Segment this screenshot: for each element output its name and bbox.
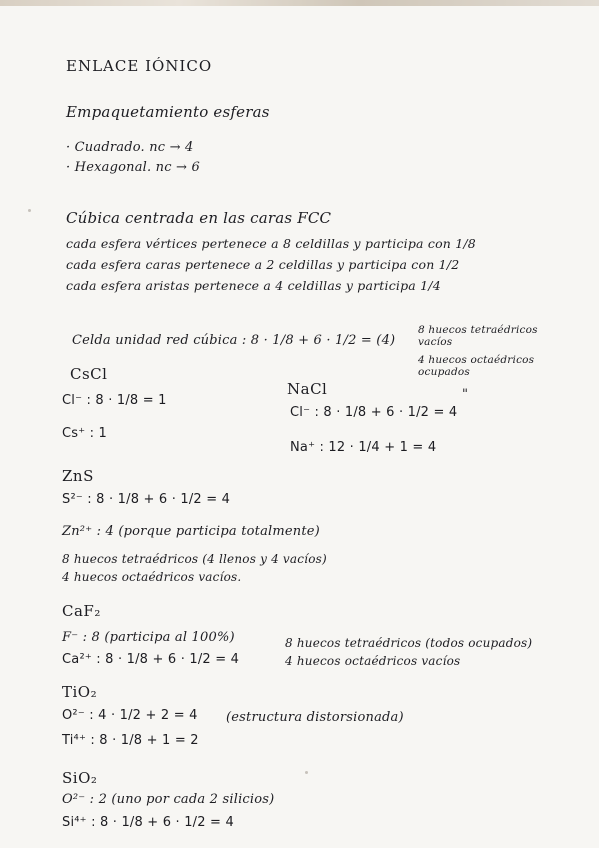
nacl-heading: NaCl (287, 380, 328, 398)
cscl-heading: CsCl (70, 365, 108, 383)
zns-zn-count: Zn²⁺ : 4 (porque participa totalmente) (62, 524, 320, 539)
cscl-cs-count: Cs⁺ : 1 (62, 426, 108, 441)
page-title: ENLACE IÓNICO (66, 57, 213, 75)
packing-heading: Empaquetamiento esferas (66, 103, 270, 121)
caf2-ca-count: Ca²⁺ : 8 · 1/8 + 6 · 1/2 = 4 (62, 652, 240, 667)
tio2-heading: TiO₂ (62, 683, 98, 701)
sio2-o-count: O²⁻ : 2 (uno por cada 2 silicios) (62, 792, 275, 807)
paper-mark (28, 209, 31, 212)
caf2-heading: CaF₂ (62, 602, 101, 620)
octahedral-voids-note: 4 huecos octaédricos ocupados (418, 354, 535, 378)
caf2-f-count: F⁻ : 8 (participa al 100%) (62, 630, 235, 645)
tetrahedral-voids-note: 8 huecos tetraédricos vacíos (418, 324, 538, 348)
zns-tetrahedral-voids: 8 huecos tetraédricos (4 llenos y 4 vacíos) (62, 552, 327, 566)
packing-hexagonal: · Hexagonal. nc → 6 (66, 160, 200, 175)
tio2-ti-count: Ti⁴⁺ : 8 · 1/8 + 1 = 2 (62, 733, 199, 748)
zns-octahedral-voids: 4 huecos octaédricos vacíos. (62, 570, 242, 584)
cscl-cl-count: Cl⁻ : 8 · 1/8 = 1 (62, 393, 167, 408)
page-top-edge (0, 0, 599, 6)
fcc-faces-line: cada esfera caras pertenece a 2 celdillas y participa con 1/2 (66, 257, 460, 272)
zns-heading: ZnS (62, 467, 94, 485)
fcc-edges-line: cada esfera aristas pertenece a 4 celdillas y participa 1/4 (66, 278, 441, 293)
zns-s-count: S²⁻ : 8 · 1/8 + 6 · 1/2 = 4 (62, 492, 231, 507)
packing-square: · Cuadrado. nc → 4 (66, 140, 194, 155)
unit-cell-formula: Celda unidad red cúbica : 8 · 1/8 + 6 · 1/2 = (4) (72, 333, 396, 348)
sio2-heading: SiO₂ (62, 769, 98, 787)
nacl-cl-count: Cl⁻ : 8 · 1/8 + 6 · 1/2 = 4 (290, 405, 458, 420)
fcc-vertices-line: cada esfera vértices pertenece a 8 celdillas y participa con 1/8 (66, 236, 476, 251)
caf2-tetrahedral-voids: 8 huecos tetraédricos (todos ocupados) (285, 636, 533, 650)
paper-mark (305, 771, 308, 774)
tio2-structure-note: (estructura distorsionada) (226, 710, 404, 725)
tio2-o-count: O²⁻ : 4 · 1/2 + 2 = 4 (62, 708, 198, 723)
nacl-na-count: Na⁺ : 12 · 1/4 + 1 = 4 (290, 440, 437, 455)
fcc-heading: Cúbica centrada en las caras FCC (66, 209, 332, 227)
sio2-si-count: Si⁴⁺ : 8 · 1/8 + 6 · 1/2 = 4 (62, 815, 234, 830)
caf2-octahedral-voids: 4 huecos octaédricos vacíos (285, 654, 461, 668)
nacl-quote-mark: " (462, 387, 469, 402)
